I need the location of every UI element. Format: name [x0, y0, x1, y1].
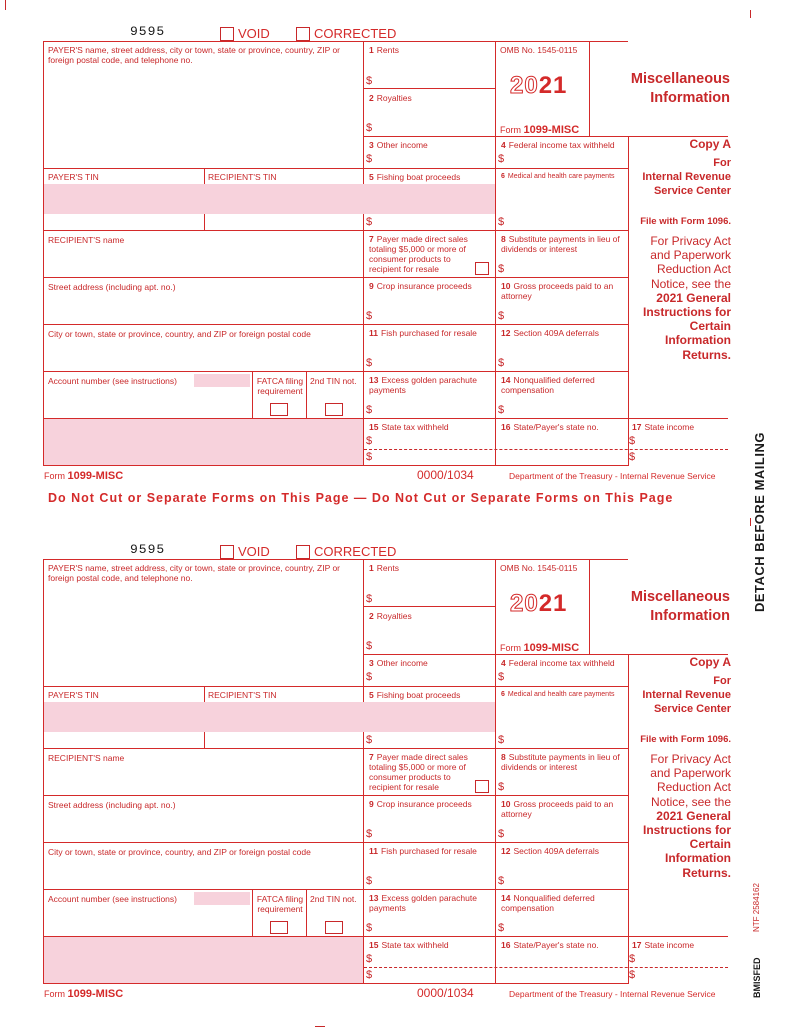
- city-label: City or town, state or province, country, and ZIP or foreign postal code: [48, 847, 311, 857]
- corrected-label: CORRECTED: [314, 26, 397, 41]
- year-prefix: 20: [510, 590, 539, 617]
- box4-label: 4 Federal income tax withheld: [501, 140, 615, 150]
- box12-dollar: $: [498, 875, 505, 887]
- void-checkbox[interactable]: [220, 545, 234, 559]
- tin-shade: [44, 702, 495, 732]
- department: Department of the Treasury - Internal Revenue Service: [509, 989, 716, 999]
- recipient-tin-label: RECIPIENT'S TIN: [208, 172, 277, 182]
- copy-for: For: [713, 675, 731, 687]
- divider: [363, 88, 495, 89]
- box3-dollar: $: [366, 153, 373, 165]
- box6-dollar: $: [498, 216, 505, 228]
- copy-irs1: Internal Revenue: [642, 689, 731, 701]
- reg-mark: [315, 1026, 325, 1027]
- copy-recipient: [600, 156, 731, 198]
- year-suffix: 21: [538, 72, 568, 99]
- reg-mark: [750, 518, 751, 526]
- box17-dollar-1: $: [629, 435, 636, 447]
- box17-dollar-1: $: [629, 953, 636, 965]
- form-name: 1099-MISC: [523, 124, 580, 136]
- tax-year: [510, 72, 567, 100]
- privacy-line1: For Privacy Act: [650, 234, 731, 248]
- state-dashed-line: [364, 967, 728, 968]
- recipient-name-label: RECIPIENT'S name: [48, 753, 125, 763]
- fatca-checkbox[interactable]: [270, 403, 288, 416]
- box17-dollar-2: $: [629, 451, 636, 463]
- detach-notice: DETACH BEFORE MAILING: [752, 432, 767, 612]
- box16-label: 16 State/Payer's state no.: [501, 422, 599, 432]
- divider: [306, 889, 307, 936]
- box14-label: 14 Nonqualified deferred compensation: [501, 375, 595, 395]
- divider: [589, 41, 590, 137]
- copy-irs1: Internal Revenue: [642, 171, 731, 183]
- catalog-number: 0000/1034: [417, 468, 474, 482]
- divider: [363, 606, 495, 607]
- form-id-top: [500, 124, 579, 136]
- copy-for: For: [713, 157, 731, 169]
- box11-dollar: $: [366, 875, 373, 887]
- box8-label: 8 Substitute payments in lieu of dividends or interest: [501, 234, 620, 254]
- box5-dollar: $: [366, 216, 373, 228]
- box7-label: 7 Payer made direct sales totaling $5,000 or more of consumer products to recipient for resale: [369, 234, 468, 274]
- form-id-top: [500, 642, 579, 654]
- title-line2: Information: [650, 90, 730, 106]
- form-title: [595, 70, 730, 108]
- privacy-line4: Notice, see the: [650, 276, 731, 291]
- privacy-line5: 2021 General: [656, 290, 731, 305]
- box2-dollar: $: [366, 640, 373, 652]
- tax-year: [510, 590, 567, 618]
- divider: [495, 559, 496, 984]
- payer-name-label: PAYER'S name, street address, city or town, state or province, country, ZIP or foreign postal code, and telephone no.: [48, 563, 341, 583]
- form-id-bottom: [44, 470, 123, 482]
- box17-label: 17 State income: [632, 940, 695, 950]
- void-checkbox[interactable]: [220, 27, 234, 41]
- box2-label: 2 Royalties: [369, 93, 412, 103]
- box9-label: 9 Crop insurance proceeds: [369, 799, 472, 809]
- divider: [43, 559, 589, 560]
- footer-code: BMISFED: [752, 957, 762, 998]
- box8-dollar: $: [498, 781, 505, 793]
- divider: [495, 41, 496, 466]
- divider: [363, 41, 364, 466]
- form-name: 1099-MISC: [523, 642, 580, 654]
- tin-shade: [44, 184, 495, 214]
- form-word: Form: [500, 125, 521, 135]
- omb-number: OMB No. 1545-0115: [500, 45, 578, 55]
- box1-dollar: $: [366, 593, 373, 605]
- divider: [363, 559, 364, 984]
- box16-label: 16 State/Payer's state no.: [501, 940, 599, 950]
- copy-irs2: Service Center: [653, 703, 731, 715]
- box1-label: 1 Rents: [369, 563, 399, 573]
- void-label: VOID: [238, 544, 270, 559]
- privacy-line8: Information: [665, 851, 731, 866]
- file-with: File with Form 1096.: [640, 734, 731, 745]
- box6-dollar: $: [498, 734, 505, 746]
- form-copy-bottom: [0, 518, 800, 1008]
- box14-dollar: $: [498, 922, 505, 934]
- state-shade: [44, 419, 363, 465]
- payer-name-label: PAYER'S name, street address, city or town, state or province, country, ZIP or foreign postal code, and telephone no.: [48, 45, 341, 65]
- box15-dollar-2: $: [366, 969, 373, 981]
- year-prefix: 20: [510, 72, 539, 99]
- box12-label: 12 Section 409A deferrals: [501, 846, 599, 856]
- form-name: 1099-MISC: [67, 988, 124, 1000]
- form-word: Form: [500, 643, 521, 653]
- copy-a-label: Copy A: [689, 655, 731, 669]
- recipient-tin-label: RECIPIENT'S TIN: [208, 690, 277, 700]
- reg-mark: [750, 10, 751, 18]
- form-copy-top: [0, 0, 800, 490]
- title-line1: Miscellaneous: [630, 589, 730, 605]
- box17-label: 17 State income: [632, 422, 695, 432]
- box5-label: 5 Fishing boat proceeds: [369, 172, 461, 182]
- file-with: File with Form 1096.: [640, 216, 731, 227]
- state-dashed-line: [364, 449, 728, 450]
- box1-dollar: $: [366, 75, 373, 87]
- box3-dollar: $: [366, 671, 373, 683]
- privacy-line7: Certain: [689, 319, 731, 334]
- box15-dollar-1: $: [366, 435, 373, 447]
- form-code: 9595: [130, 24, 166, 39]
- divider: [43, 842, 628, 843]
- form-title: [595, 588, 730, 626]
- city-label: City or town, state or province, country, and ZIP or foreign postal code: [48, 329, 311, 339]
- box11-dollar: $: [366, 357, 373, 369]
- divider: [252, 889, 253, 936]
- box9-dollar: $: [366, 828, 373, 840]
- privacy-line2: and Paperwork: [650, 766, 731, 781]
- account-shade: [194, 892, 250, 905]
- payer-tin-label: PAYER'S TIN: [48, 172, 99, 182]
- payer-tin-label: PAYER'S TIN: [48, 690, 99, 700]
- box13-dollar: $: [366, 404, 373, 416]
- box5-dollar: $: [366, 734, 373, 746]
- divider: [43, 168, 628, 169]
- form-code: 9595: [130, 542, 166, 557]
- box4-label: 4 Federal income tax withheld: [501, 658, 615, 668]
- corrected-checkbox[interactable]: [296, 27, 310, 41]
- box1-label: 1 Rents: [369, 45, 399, 55]
- box13-label: 13 Excess golden parachute payments: [369, 893, 477, 913]
- street-label: Street address (including apt. no.): [48, 800, 176, 810]
- copy-recipient: [600, 674, 731, 716]
- privacy-line6: Instructions for: [642, 823, 731, 838]
- copy-a-label: Copy A: [689, 137, 731, 151]
- form-id-bottom: [44, 988, 123, 1000]
- divider: [306, 371, 307, 418]
- box7-checkbox[interactable]: [475, 780, 489, 793]
- divider: [43, 889, 628, 890]
- box9-label: 9 Crop insurance proceeds: [369, 281, 472, 291]
- box4-dollar: $: [498, 153, 505, 165]
- year-suffix: 21: [538, 590, 568, 617]
- fatca-checkbox[interactable]: [270, 921, 288, 934]
- box6-label: 6 Medical and health care payments: [501, 173, 615, 180]
- divider: [43, 230, 628, 231]
- box15-label: 15 State tax withheld: [369, 940, 449, 950]
- box10-label: 10 Gross proceeds paid to an attorney: [501, 799, 614, 819]
- title-line2: Information: [650, 608, 730, 624]
- divider: [43, 795, 628, 796]
- box15-dollar-1: $: [366, 953, 373, 965]
- corrected-label: CORRECTED: [314, 544, 397, 559]
- state-shade: [44, 937, 363, 983]
- divider: [252, 371, 253, 418]
- box11-label: 11 Fish purchased for resale: [369, 328, 477, 338]
- privacy-line8: Information: [665, 333, 731, 348]
- recipient-name-label: RECIPIENT'S name: [48, 235, 125, 245]
- box15-dollar-2: $: [366, 451, 373, 463]
- box7-label: 7 Payer made direct sales totaling $5,000 or more of consumer products to recipient for resale: [369, 752, 468, 792]
- tin2-checkbox[interactable]: [325, 403, 343, 416]
- form-name: 1099-MISC: [67, 470, 124, 482]
- box13-label: 13 Excess golden parachute payments: [369, 375, 477, 395]
- box10-label: 10 Gross proceeds paid to an attorney: [501, 281, 614, 301]
- divider: [589, 559, 590, 655]
- street-label: Street address (including apt. no.): [48, 282, 176, 292]
- void-label: VOID: [238, 26, 270, 41]
- box6-label: 6 Medical and health care payments: [501, 691, 615, 698]
- omb-number: OMB No. 1545-0115: [500, 563, 578, 573]
- copy-irs2: Service Center: [653, 185, 731, 197]
- privacy-line6: Instructions for: [642, 305, 731, 320]
- form-word: Form: [44, 471, 65, 481]
- divider: [43, 41, 589, 42]
- title-line1: Miscellaneous: [630, 71, 730, 87]
- form-word: Form: [44, 989, 65, 999]
- tin2-label: 2nd TIN not.: [310, 894, 357, 904]
- box7-checkbox[interactable]: [475, 262, 489, 275]
- box14-label: 14 Nonqualified deferred compensation: [501, 893, 595, 913]
- divider: [43, 371, 628, 372]
- account-shade: [194, 374, 250, 387]
- box5-label: 5 Fishing boat proceeds: [369, 690, 461, 700]
- department: Department of the Treasury - Internal Revenue Service: [509, 471, 716, 481]
- reg-mark: [5, 0, 6, 10]
- privacy-line2: and Paperwork: [650, 248, 731, 263]
- box4-dollar: $: [498, 671, 505, 683]
- account-label: Account number (see instructions): [48, 376, 177, 386]
- box8-dollar: $: [498, 263, 505, 275]
- tin2-label: 2nd TIN not.: [310, 376, 357, 386]
- box2-dollar: $: [366, 122, 373, 134]
- divider: [43, 324, 628, 325]
- box12-label: 12 Section 409A deferrals: [501, 328, 599, 338]
- box10-dollar: $: [498, 310, 505, 322]
- box3-label: 3 Other income: [369, 658, 428, 668]
- box12-dollar: $: [498, 357, 505, 369]
- account-label: Account number (see instructions): [48, 894, 177, 904]
- box8-label: 8 Substitute payments in lieu of dividends or interest: [501, 752, 620, 772]
- box10-dollar: $: [498, 828, 505, 840]
- tin2-checkbox[interactable]: [325, 921, 343, 934]
- box3-label: 3 Other income: [369, 140, 428, 150]
- box17-dollar-2: $: [629, 969, 636, 981]
- fatca-label: FATCA filing requirement: [256, 376, 304, 396]
- privacy-line1: For Privacy Act: [650, 752, 731, 766]
- box13-dollar: $: [366, 922, 373, 934]
- box15-label: 15 State tax withheld: [369, 422, 449, 432]
- corrected-checkbox[interactable]: [296, 545, 310, 559]
- privacy-line4: Notice, see the: [650, 794, 731, 809]
- privacy-line3: Reduction Act: [656, 262, 731, 277]
- privacy-line3: Reduction Act: [656, 780, 731, 795]
- box2-label: 2 Royalties: [369, 611, 412, 621]
- box9-dollar: $: [366, 310, 373, 322]
- divider: [43, 748, 628, 749]
- privacy-line7: Certain: [689, 837, 731, 852]
- fatca-label: FATCA filing requirement: [256, 894, 304, 914]
- privacy-line9: Returns.: [682, 865, 731, 880]
- privacy-line5: 2021 General: [656, 808, 731, 823]
- ntf-number: NTF 2584162: [752, 883, 761, 932]
- divider: [43, 686, 628, 687]
- box11-label: 11 Fish purchased for resale: [369, 846, 477, 856]
- box14-dollar: $: [498, 404, 505, 416]
- separator-notice: Do Not Cut or Separate Forms on This Page — Do Not Cut or Separate Forms on This Page: [48, 491, 674, 505]
- privacy-line9: Returns.: [682, 347, 731, 362]
- catalog-number: 0000/1034: [417, 986, 474, 1000]
- divider: [43, 277, 628, 278]
